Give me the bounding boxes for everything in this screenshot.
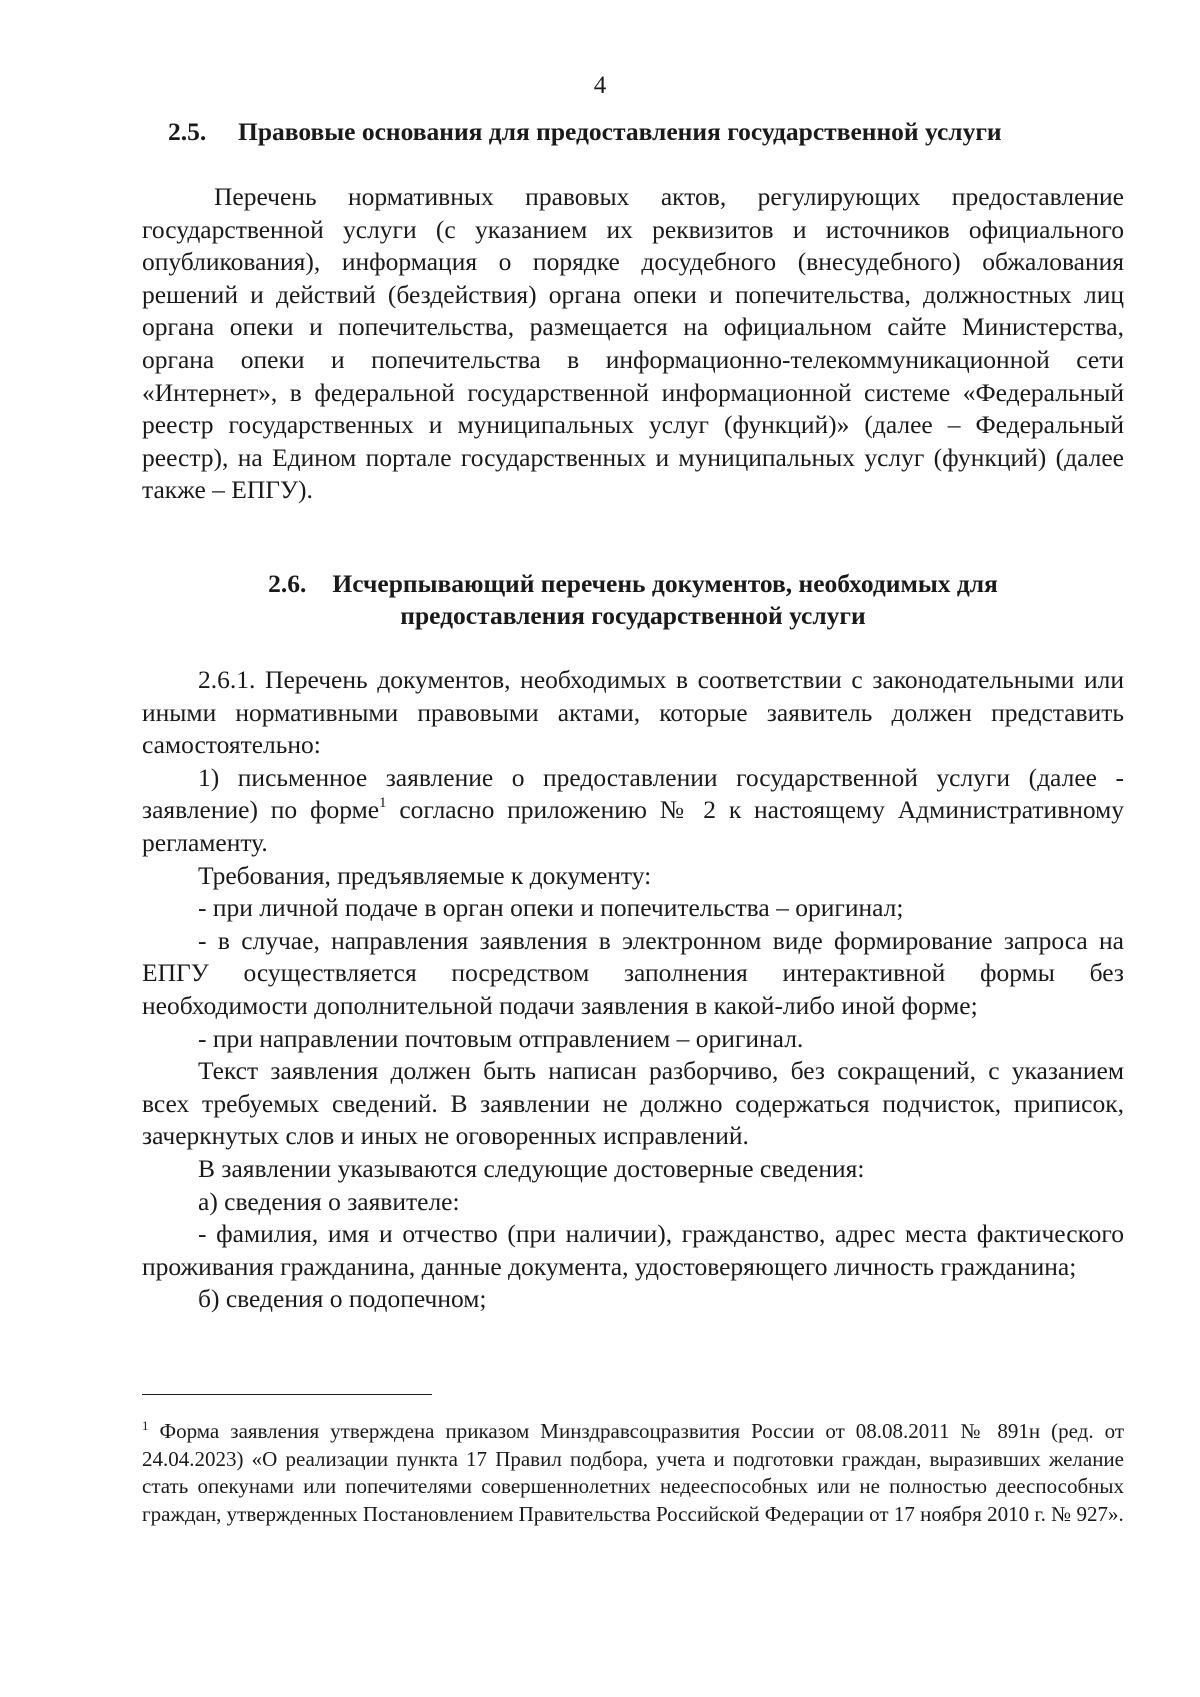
- section-2-5-heading: [142, 116, 1124, 148]
- paragraph-electronic-submission: - в случае, направления заявления в электронном виде формирование запроса на ЕПГУ осуществляется посредством заполнения интерактивной формы без необходимости дополнительной подачи заявления в какой-либо иной форме;: [142, 925, 1124, 1020]
- footnote-text: [142, 1418, 1124, 1528]
- section-2-5-paragraph: Перечень нормативных правовых актов, регулирующих предоставление государственной услуги (с указанием их реквизитов и источников официального опубликования), информация о порядке досудебного (внесудебного) обжалования решений и действий (бездействия) органа опеки и попечительства, должностных лиц органа опеки и попечительства, размещается на официальном сайте Министерства, органа опеки и попечительства в информационно-телекоммуникационной сети «Интернет», в федеральной государственной информационной системе «Федеральный реестр государственных и муниципальных услуг (функций)» (далее – Федеральный реестр), на Едином портале государственных и муниципальных услуг (функций) (далее также – ЕПГУ).: [142, 182, 1124, 505]
- footnote-separator: [142, 1394, 432, 1395]
- footnote-body: Форма заявления утверждена приказом Минздравсоцразвития России от 08.08.2011 № 891н (ред. от 24.04.2023) «О реализации пункта 17 Правил подбора, учета и подготовки граждан, выразивших желание стать опекунами или попечителями совершеннолетних недееспособных или не полностью дееспособных граждан, утвержденных Постановлением Правительства Российской Федерации от 17 ноября 2010 г. № 927».: [142, 1419, 1124, 1526]
- section-2-6-number: 2.6.: [268, 569, 307, 598]
- paragraph-text-requirements: Текст заявления должен быть написан разборчиво, без сокращений, с указанием всех требуемых сведений. В заявлении не должно содержаться подчисток, приписок, зачеркнутых слов и иных не оговоренных исправлений.: [142, 1056, 1124, 1151]
- section-2-5-body: [142, 181, 1124, 507]
- footnote-reference: 1: [379, 795, 387, 812]
- paragraph-requirements: Требования, предъявляемые к документу:: [198, 860, 652, 890]
- paragraph-ward-info: б) сведения о подопечном;: [198, 1284, 487, 1314]
- page-number: 4: [593, 72, 607, 99]
- paragraph-applicant-details: - фамилия, имя и отчество (при наличии), гражданство, адрес места фактического проживания гражданина, данные документа, удостоверяющего личность гражданина;: [142, 1219, 1124, 1281]
- paragraph-applicant-info: а) сведения о заявителе:: [198, 1186, 460, 1216]
- section-2-6-title-line2: предоставления государственной услуги: [400, 601, 866, 630]
- paragraph-postal-submission: - при направлении почтовым отправлением – оригинал.: [198, 1023, 804, 1053]
- section-2-6-title-line1: Исчерпывающий перечень документов, необходимых для: [332, 569, 998, 598]
- paragraph-personal-submission: - при личной подаче в орган опеки и попечительства – оригинал;: [198, 893, 904, 923]
- paragraph-required-info: В заявлении указываются следующие достоверные сведения:: [198, 1153, 865, 1183]
- paragraph-2-6-1: 2.6.1. Перечень документов, необходимых в соответствии с законодательными или иными нормативными правовыми актами, которые заявитель должен представить самостоятельно:: [142, 665, 1124, 760]
- section-2-5-title: Правовые основания для предоставления государственной услуги: [238, 117, 1002, 146]
- footnote-marker: 1: [142, 1418, 149, 1433]
- section-2-6-heading: [142, 568, 1124, 632]
- paragraph-application-item: [142, 762, 1124, 860]
- application-item-text-start: 1) письменное заявление о предоставлении государственной услуги (далее - заявление) по форме: [142, 762, 1124, 825]
- footnote: [142, 1418, 1124, 1528]
- section-2-6-body: [142, 664, 1124, 1316]
- application-item-text-end: согласно приложению № 2 к настоящему Административному регламенту.: [142, 795, 1124, 857]
- section-2-5-number: 2.5.: [168, 117, 207, 146]
